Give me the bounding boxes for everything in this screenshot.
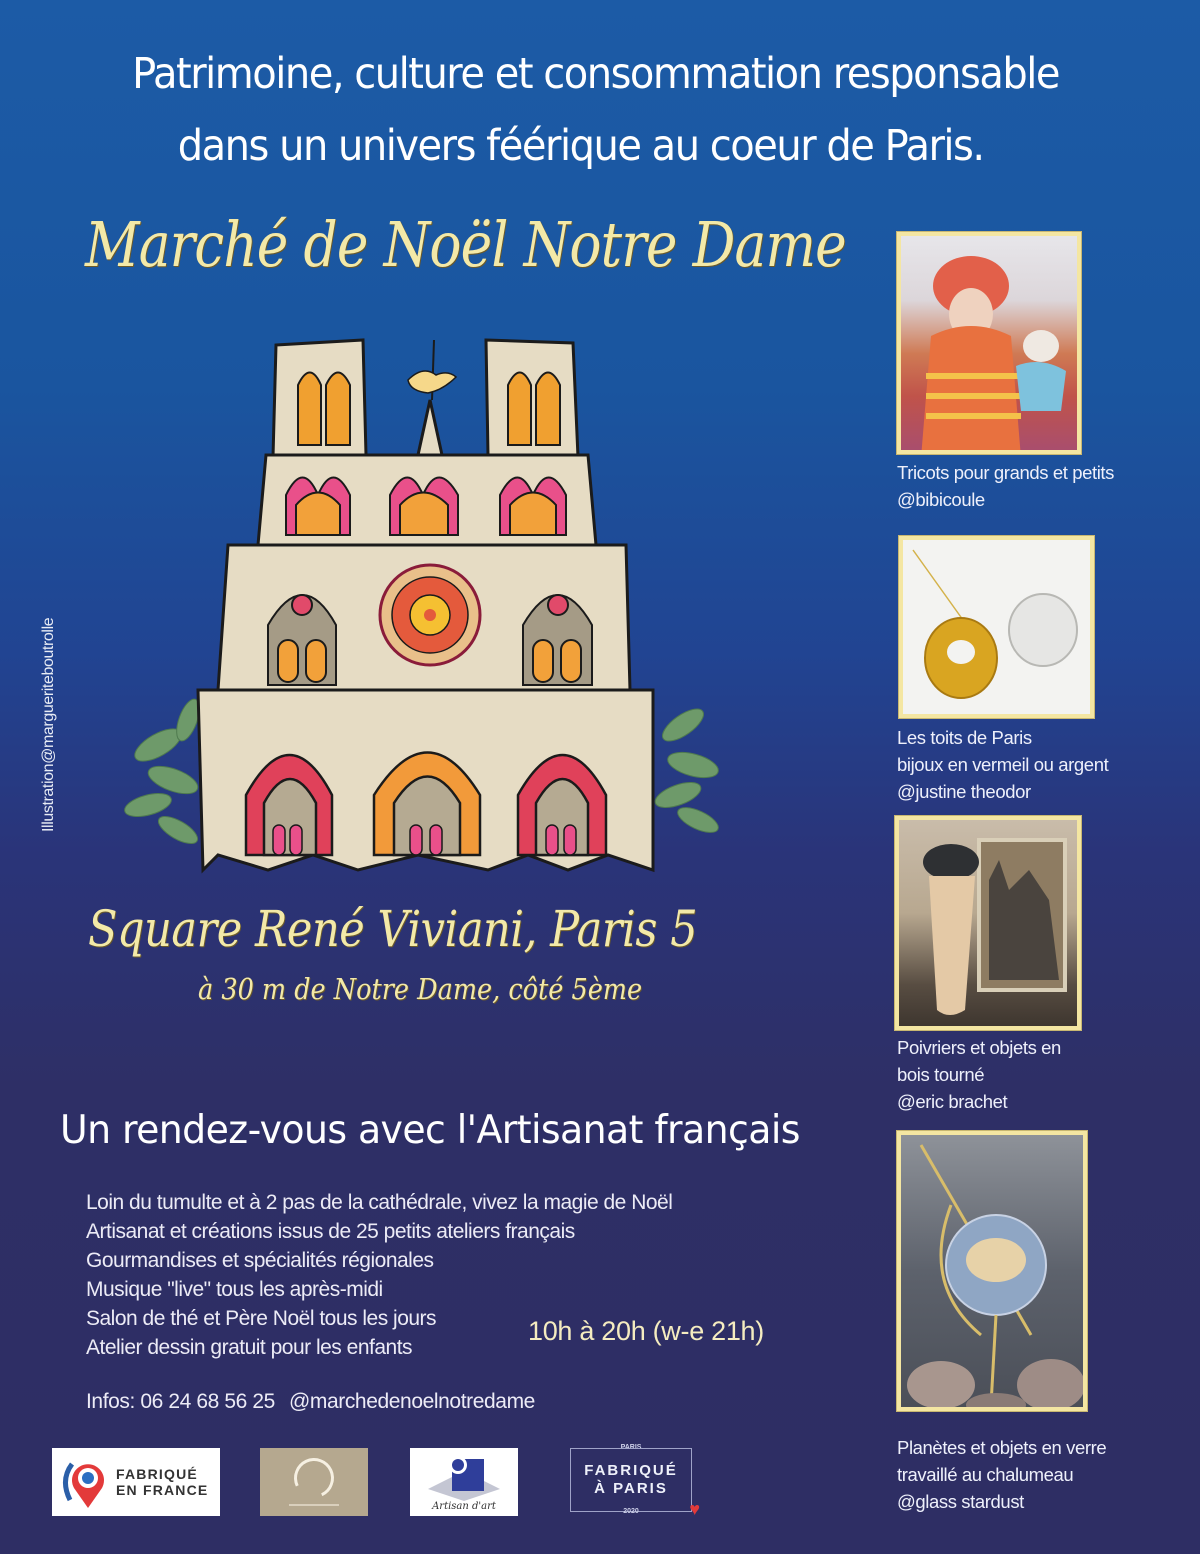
gold-silver-pendants-photo [899, 536, 1094, 718]
fabrique-a-paris-text: FABRIQUÉ À PARIS [584, 1462, 678, 1497]
fabrique-en-france-logo [52, 1448, 220, 1516]
section-heading: Un rendez-vous avec l'Artisanat français [60, 1108, 800, 1153]
feature-item: Musique "live" tous les après-midi [86, 1278, 383, 1301]
notre-dame-cathedral-illustration [118, 325, 728, 885]
event-location-detail: à 30 m de Notre Dame, côté 5ème [198, 972, 643, 1006]
rose-window-icon [380, 565, 480, 665]
fabrique-en-france-text: FABRIQUÉ EN FRANCE [116, 1466, 209, 1498]
event-location: Square René Viviani, Paris 5 [88, 900, 698, 958]
artisan-d-art-logo: Artisan d'art [410, 1448, 518, 1516]
leaf-branch-right-icon [652, 703, 722, 837]
leaf-branch-left-icon [122, 696, 204, 849]
metiers-d-art-emblem-icon [424, 1455, 504, 1501]
rooster-weathervane-icon [408, 340, 456, 400]
artisan-caption: Poivriers et objets en bois tourné @eric brachet [897, 1037, 1061, 1112]
feature-item: Atelier dessin gratuit pour les enfants [86, 1336, 413, 1359]
tagline-line-1: Patrimoine, culture et consommation responsable [132, 49, 1059, 99]
tagline-line-2: dans un univers féérique au coeur de Paris. [177, 121, 984, 171]
fabrique-a-paris-logo [566, 1432, 700, 1522]
feature-item: Loin du tumulte et à 2 pas de la cathédrale, vivez la magie de Noël [86, 1191, 673, 1214]
contact-info [86, 1390, 535, 1414]
wooden-pepper-mill-photo [895, 816, 1081, 1030]
opening-hours: 10h à 20h (w-e 21h) [528, 1316, 764, 1346]
phone-number: Infos: 06 24 68 56 25 [86, 1390, 275, 1413]
feature-item: Salon de thé et Père Noël tous les jours [86, 1307, 437, 1330]
heart-icon: ♥ [689, 1499, 700, 1519]
artisan-caption: Les toits de Paris bijoux en vermeil ou argent @justine theodor [897, 727, 1109, 802]
artisan-caption: Tricots pour grands et petits @bibicoule [897, 462, 1115, 510]
atelier-circle-logo [260, 1448, 368, 1516]
logo-year: 2020 [623, 1508, 639, 1515]
feature-item: Gourmandises et spécialités régionales [86, 1249, 434, 1272]
tagline [41, 38, 1157, 182]
knitwear-woman-with-dog-photo [897, 232, 1081, 454]
france-map-pin-icon [58, 1452, 110, 1512]
feature-item: Artisanat et créations issus de 25 petits ateliers français [86, 1220, 575, 1243]
event-title: Marché de Noël Notre Dame [85, 208, 846, 281]
paris-label: PARIS [620, 1444, 642, 1451]
illustration-credit: Illustration@margueriteboutrolle [40, 617, 57, 832]
glass-planet-globe-photo [897, 1131, 1087, 1411]
open-circle-icon [288, 1452, 339, 1503]
artisan-caption: Planètes et objets en verre travaillé au chalumeau @glass stardust [897, 1437, 1107, 1512]
social-handle: @marchedenoelnotredame [288, 1390, 535, 1413]
